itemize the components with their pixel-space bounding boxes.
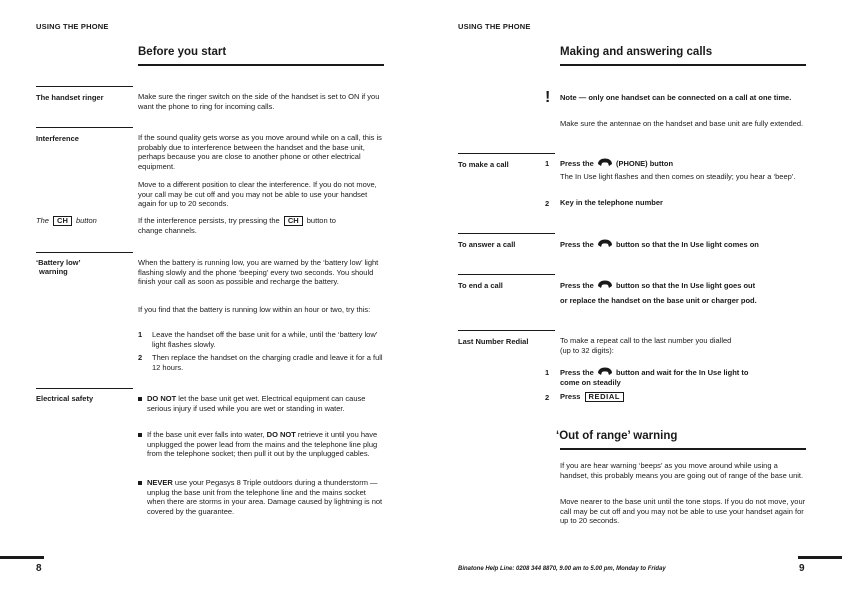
out-of-range-title: ‘Out of range’ warning	[556, 430, 678, 442]
redial-label-rule	[458, 330, 555, 331]
battery-step-1-number: 1	[138, 330, 143, 339]
never-word: NEVER	[147, 478, 173, 487]
redial-step-2-number: 2	[545, 393, 550, 402]
interference-text-1: If the sound quality gets worse as you move around while on a call, this is probably due to interference between the handset and the base unit, perhaps because you are close to another phone or other electrical equipment.	[138, 133, 382, 171]
ch-text-pre: If the interference persists, try pressing the	[138, 216, 280, 225]
electrical-bullet-3	[147, 478, 384, 516]
make-call-step-1-text: The In Use light flashes and then comes on steadily; you hear a ‘beep’.	[560, 172, 796, 181]
interference-label: Interference	[36, 134, 79, 143]
note-text: Make sure the antennae on the handset and base unit are fully extended.	[560, 119, 804, 128]
electrical-bullet-1	[147, 394, 384, 413]
left-running-header: USING THE PHONE	[36, 22, 109, 31]
right-title-rule	[560, 64, 806, 66]
battery-label-line2: warning	[39, 267, 68, 276]
answer-pre: Press the	[560, 240, 594, 249]
left-footer-bar	[0, 556, 44, 559]
electrical-b2-pre: If the base unit ever falls into water,	[147, 430, 267, 439]
bullet-square-2	[138, 433, 142, 437]
battery-text-1: When the battery is running low, you are warned by the ‘battery low’ light flashing slowly and the phone ‘beeping’ every two seconds. You should finish your call as soon as possible and recharge the battery.	[138, 258, 379, 287]
out-of-range-text-2: Move nearer to the base unit until the tone stops. If you do not move, your call may be cut off and you may not be able to use your handset again for up to 20 seconds.	[560, 497, 806, 526]
right-footer-bar	[798, 556, 842, 559]
battery-step-1-text: Leave the handset off the base unit for a while, until the ‘battery low’ light flashes slowly.	[152, 330, 378, 349]
ch-key-inline-icon: CH	[284, 216, 303, 226]
electrical-b1-text: let the base unit get wet. Electrical equipment can cause serious injury if used while you are wet or standing in water.	[147, 394, 366, 413]
phone-handset-icon	[597, 239, 613, 248]
answer-call-label: To answer a call	[458, 240, 516, 249]
battery-low-label	[36, 258, 81, 276]
end-call-text-2: or replace the handset on the base unit or charger pod.	[560, 296, 757, 305]
electrical-b3-text: use your Pegasys 8 Triple outdoors during a thunderstorm — unplug the base unit from the telephone line and the mains socket when there are storms in your area. Damage caused by lightning is not covered by the guarantee.	[147, 478, 383, 516]
end-call-label-rule	[458, 274, 555, 275]
redial-step1-pre: Press the	[560, 368, 594, 377]
redial-intro	[560, 336, 806, 355]
handset-ringer-text: Make sure the ringer switch on the side of the handset is set to ON if you want the phone to ring for incoming calls.	[138, 92, 380, 111]
redial-step2-pre: Press	[560, 392, 581, 401]
make-call-label: To make a call	[458, 160, 509, 169]
bullet-square-3	[138, 481, 142, 485]
note-bold-text: Note — only one handset can be connected on a call at one time.	[560, 93, 792, 102]
redial-step-1-number: 1	[545, 368, 550, 377]
end-call-text	[560, 280, 806, 291]
interference-text-3	[138, 216, 384, 236]
redial-step1-post: button and wait for the In Use light to	[615, 368, 749, 377]
make-step1-post: (PHONE) button	[615, 159, 674, 168]
electrical-safety-label: Electrical safety	[36, 394, 94, 403]
left-title-rule	[138, 64, 384, 66]
battery-label-line1: ‘Battery low’	[36, 258, 81, 267]
right-running-header: USING THE PHONE	[458, 22, 531, 31]
answer-call-text	[560, 239, 806, 250]
battery-step-2-number: 2	[138, 353, 143, 362]
ch-text-post: button to	[306, 216, 336, 225]
battery-label-rule	[36, 252, 133, 253]
interference-label-rule	[36, 127, 133, 128]
phone-handset-icon	[597, 158, 613, 167]
phone-handset-icon	[597, 280, 613, 289]
helpline-footer: Binatone Help Line: 0208 344 8870, 9.00 am to 5.00 pm, Monday to Friday	[458, 566, 666, 572]
answer-post: button so that the In Use light comes on	[615, 240, 759, 249]
redial-label: Last Number Redial	[458, 337, 529, 346]
make-call-step-2-number: 2	[545, 199, 550, 208]
end-call-label: To end a call	[458, 281, 503, 290]
electrical-label-rule	[36, 388, 133, 389]
make-call-label-rule	[458, 153, 555, 154]
note-exclamation-icon: !	[545, 89, 551, 106]
make-call-step-1	[560, 158, 806, 169]
redial-key-icon: REDIAL	[585, 392, 625, 402]
redial-intro-line1: To make a repeat call to the last number you dialled	[560, 336, 732, 345]
do-not-2: DO NOT	[266, 430, 296, 439]
ringer-label-rule	[36, 86, 133, 87]
right-page-number: 9	[799, 563, 805, 574]
battery-text-2: If you find that the battery is running low within an hour or two, try this:	[138, 305, 371, 314]
make-call-step-1-number: 1	[545, 159, 550, 168]
bullet-square-1	[138, 397, 142, 401]
ch-label-post: button	[75, 216, 97, 225]
redial-step-1	[560, 367, 806, 387]
ch-key-icon: CH	[53, 216, 72, 226]
redial-intro-line2: (up to 32 digits):	[560, 345, 614, 355]
phone-handset-icon	[597, 367, 613, 376]
left-page-number: 8	[36, 563, 42, 574]
left-page-title: Before you start	[138, 46, 227, 58]
redial-step-2	[560, 392, 806, 402]
make-call-step-2: Key in the telephone number	[560, 198, 663, 207]
electrical-bullet-2	[147, 430, 384, 459]
redial-step1-line2: come on steadily	[560, 377, 621, 387]
battery-step-2-text: Then replace the handset on the charging cradle and leave it for a full 12 hours.	[152, 353, 383, 372]
interference-text-2: Move to a different position to clear the interference. If you do not move, your call may be cut off and you may not be able to use your handset again for up to 20 seconds.	[138, 180, 377, 209]
handset-ringer-label: The handset ringer	[36, 93, 104, 102]
out-of-range-rule	[560, 448, 806, 450]
electrical-b2-text: retrieve it until you have unplugged the power lead from the mains and the telephone line plug from the telephone socket; then pull it out by the unplugged cables.	[147, 430, 378, 459]
end-pre: Press the	[560, 281, 594, 290]
answer-call-label-rule	[458, 233, 555, 234]
end-post: button so that the In Use light goes out	[615, 281, 756, 290]
out-of-range-text-1: If you are hear warning ‘beeps’ as you move around while using a handset, this probably means you are going out of range of the base unit.	[560, 461, 804, 480]
right-page-title: Making and answering calls	[560, 46, 713, 58]
ch-button-label	[36, 216, 97, 226]
do-not-1: DO NOT	[147, 394, 177, 403]
ch-label-pre: The	[36, 216, 49, 225]
make-step1-pre: Press the	[560, 159, 594, 168]
ch-text-line2: change channels.	[138, 226, 197, 235]
